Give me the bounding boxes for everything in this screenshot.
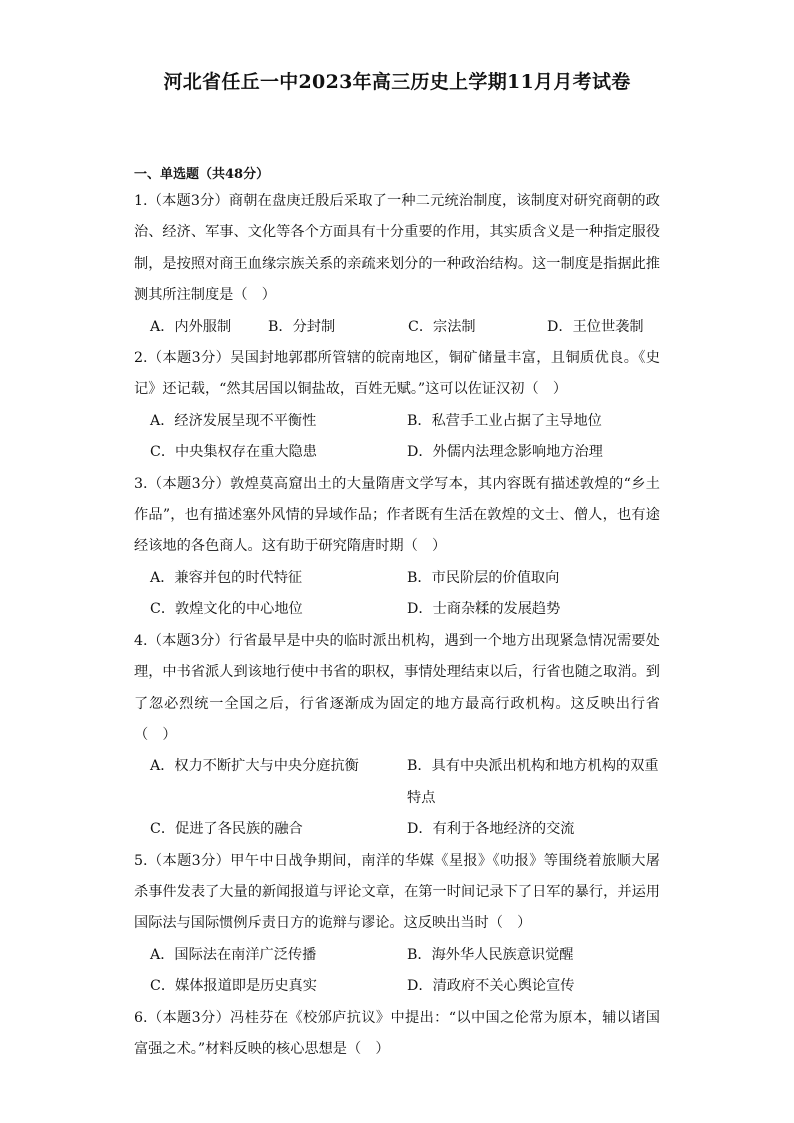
options-grid	[134, 940, 660, 1003]
question-stem: 4.（本题3分）行省最早是中央的临时派出机构，遇到一个地方出现紧急情况需要处理，中书省派人到该地行使中书省的职权，事情处理结束以后，行省也随之取消。到了忽必烈统一全国之后，行省逐渐成为固定的地方最高行政机构。这反映出行省（ ）	[134, 632, 660, 743]
option-d[interactable]: D．清政府不关心舆论宣传	[407, 978, 575, 995]
option-b[interactable]: B．市民阶层的价值取向	[407, 569, 560, 586]
exam-title: 河北省任丘一中2023年高三历史上学期11月月考试卷	[163, 71, 631, 93]
question-2	[134, 343, 660, 469]
option-b[interactable]: B．具有中央派出机构和地方机构的双重特点	[407, 758, 659, 806]
question-stem: 3.（本题3分）敦煌莫高窟出土的大量隋唐文学写本，其内容既有描述敦煌的“乡土作品”，也有描述塞外风情的异域作品；作者既有生活在敦煌的文士、僧人，也有途经该地的各色商人。这有助于研究隋唐时期（ ）	[134, 475, 660, 555]
option-a[interactable]: A．国际法在南洋广泛传播	[150, 946, 317, 963]
option-c[interactable]: C．敦煌文化的中心地位	[150, 601, 303, 618]
question-6	[134, 1003, 660, 1066]
question-list	[134, 186, 660, 1065]
options-grid	[134, 751, 660, 845]
question-stem: 1.（本题3分）商朝在盘庚迁殷后采取了一种二元统治制度，该制度对研究商朝的政治、经济、军事、文化等各个方面具有十分重要的作用，其实质含义是一种指定服役制，是按照对商王血缘宗族关系的亲疏来划分的一种政治结构。这一制度是指据此推测其所注制度是（ ）	[134, 193, 660, 304]
option-a[interactable]: A．权力不断扩大与中央分庭抗衡	[150, 758, 359, 775]
option-b[interactable]: B．私营手工业占据了主导地位	[407, 412, 602, 429]
option-b[interactable]: B．海外华人民族意识觉醒	[407, 946, 574, 963]
question-4	[134, 626, 660, 846]
question-3	[134, 469, 660, 626]
question-1	[134, 186, 660, 343]
option-b[interactable]: B．分封制	[268, 318, 336, 335]
option-d[interactable]: D．有利于各地经济的交流	[407, 821, 575, 838]
option-d[interactable]: D．外儒内法理念影响地方治理	[407, 444, 603, 461]
section-heading: 一、单选题（共48分）	[134, 167, 270, 182]
options-row	[134, 312, 660, 343]
option-d[interactable]: D．士商杂糅的发展趋势	[407, 601, 561, 618]
option-c[interactable]: C．宗法制	[408, 318, 476, 335]
option-d[interactable]: D．王位世袭制	[547, 318, 644, 335]
option-a[interactable]: A．内外服制	[150, 318, 232, 335]
options-grid	[134, 406, 660, 469]
option-a[interactable]: A．兼容并包的时代特征	[150, 569, 303, 586]
question-stem: 6.（本题3分）冯桂芬在《校邠庐抗议》中提出：“以中国之伦常为原本，辅以诸国富强之术。”材料反映的核心思想是（ ）	[134, 1009, 660, 1057]
question-5	[134, 846, 660, 1003]
option-c[interactable]: C．促进了各民族的融合	[150, 821, 303, 838]
question-stem: 2.（本题3分）吴国封地郭郡所管辖的皖南地区，铜矿储量丰富，且铜质优良。《史记》还记载，“然其居国以铜盐故，百姓无赋。”这可以佐证汉初（ ）	[134, 350, 660, 398]
options-grid	[134, 563, 660, 626]
option-a[interactable]: A．经济发展呈现不平衡性	[150, 412, 317, 429]
option-c[interactable]: C．媒体报道即是历史真实	[150, 978, 317, 995]
question-stem: 5.（本题3分）甲午中日战争期间，南洋的华媒《星报》《叻报》等围绕着旅顺大屠杀事件发表了大量的新闻报道与评论文章，在第一时间记录下了日军的暴行，并运用国际法与国际惯例斥责日方的诡辩与谬论。这反映出当时（ ）	[134, 852, 660, 932]
option-c[interactable]: C．中央集权存在重大隐患	[150, 444, 317, 461]
